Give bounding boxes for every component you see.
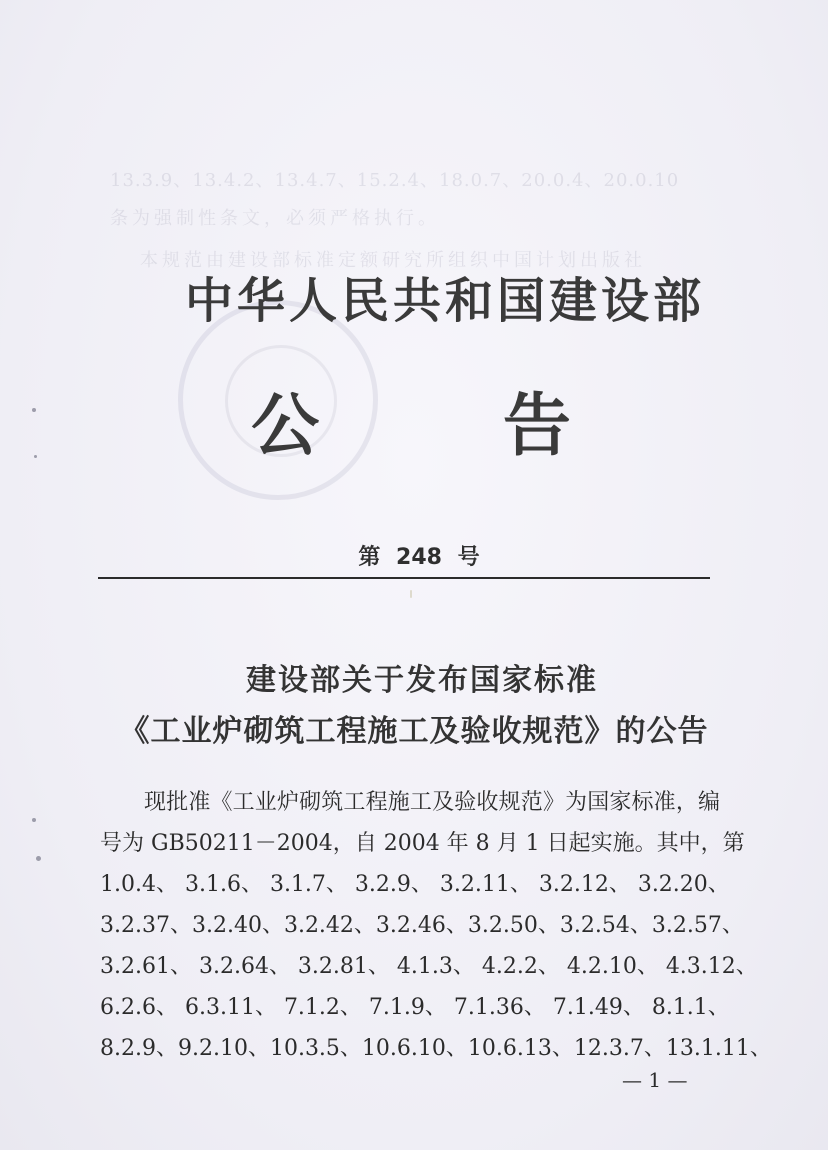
scan-speck	[32, 818, 36, 822]
issuing-organization: 中华人民共和国建设部	[184, 273, 705, 329]
body-text-line: 8.2.9、9.2.10、10.3.5、10.6.10、10.6.13、12.3.7、13.1.11、	[100, 1036, 772, 1061]
scan-speck	[32, 408, 36, 412]
show-through-text: 13.3.9、13.4.2、13.4.7、15.2.4、18.0.7、20.0.4、20.0.10	[110, 170, 680, 191]
notice-title-line-2: 《工业炉砌筑工程施工及验收规范》的公告	[119, 714, 709, 749]
body-text-line: 1.0.4、 3.1.6、 3.1.7、 3.2.9、 3.2.11、 3.2.12、 3.2.20、	[100, 872, 730, 897]
document-number: 第 248 号	[358, 545, 480, 570]
body-text-line: 6.2.6、 6.3.11、 7.1.2、 7.1.9、 7.1.36、 7.1.49、 8.1.1、	[100, 995, 730, 1020]
scan-speck	[36, 856, 41, 861]
show-through-text: 本规范由建设部标准定额研究所组织中国计划出版社	[140, 250, 646, 271]
scan-speck	[34, 455, 37, 458]
document-type: 公 告	[251, 387, 651, 466]
header-divider	[98, 577, 710, 579]
show-through-text: 条为强制性条文，必须严格执行。	[110, 208, 440, 229]
body-text-line: 号为 GB50211－2004，自 2004 年 8 月 1 日起实施。其中，第	[100, 831, 745, 856]
notice-title-line-1: 建设部关于发布国家标准	[246, 663, 598, 698]
body-text-line: 现批准《工业炉砌筑工程施工及验收规范》为国家标准，编	[144, 790, 720, 815]
body-text-line: 3.2.61、 3.2.64、 3.2.81、 4.1.3、 4.2.2、 4.2.10、 4.3.12、	[100, 954, 758, 979]
page-number: — 1 —	[622, 1068, 688, 1092]
body-text-line: 3.2.37、3.2.40、3.2.42、3.2.46、3.2.50、3.2.54、3.2.57、	[100, 913, 744, 938]
scan-speck	[410, 590, 412, 598]
